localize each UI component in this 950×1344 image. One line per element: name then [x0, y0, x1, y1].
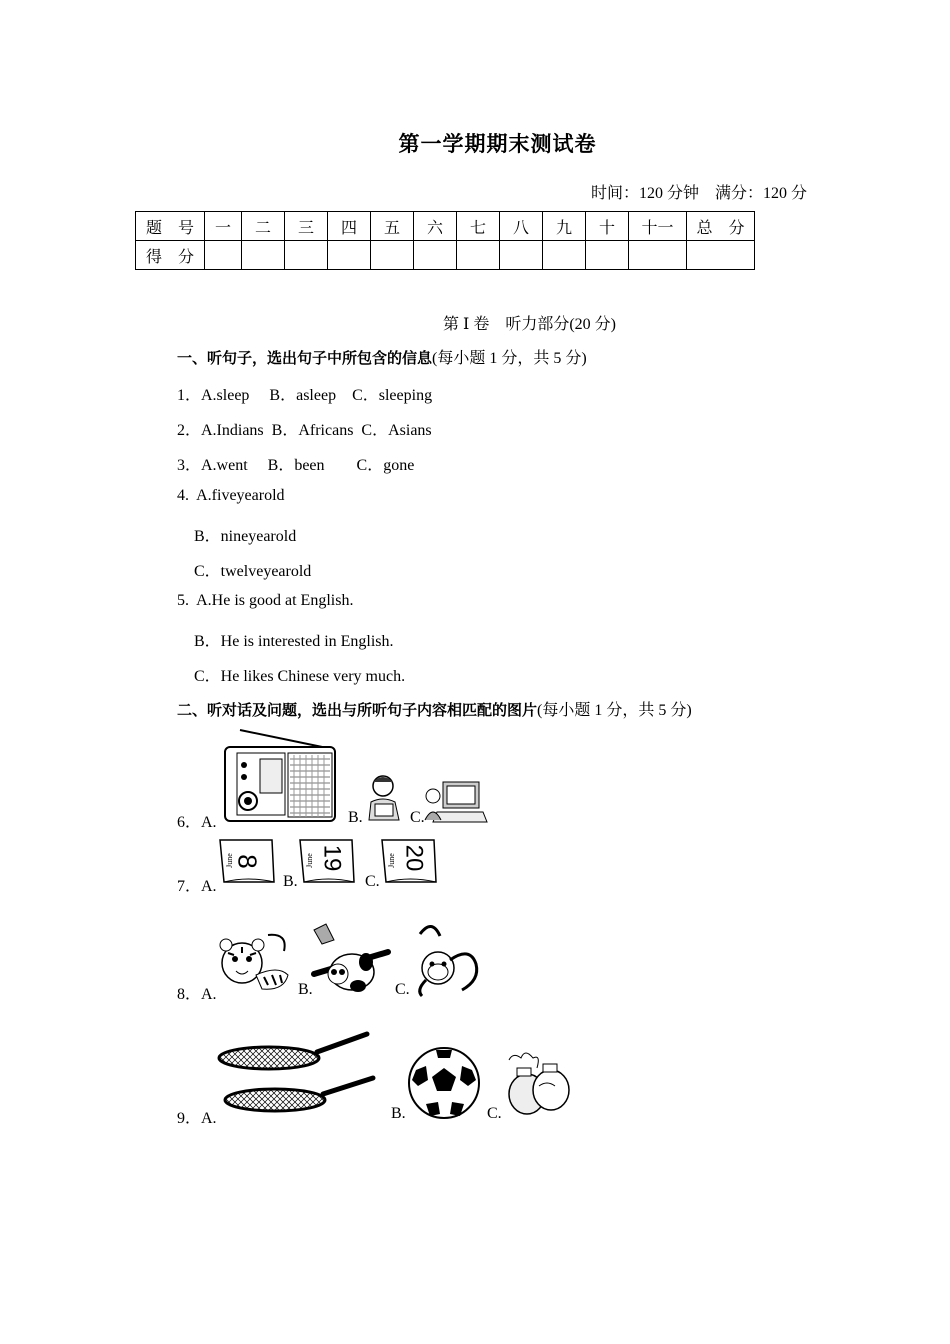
score-cell[interactable] [629, 241, 687, 270]
boxing-gloves-image [503, 1050, 575, 1120]
tiger-image [218, 925, 293, 997]
score-cell[interactable] [687, 241, 755, 270]
section-note: (每小题 1 分，共 5 分) [432, 350, 587, 367]
table-cell: 五 [371, 212, 414, 241]
table-cell: 三 [285, 212, 328, 241]
rackets-image [217, 1030, 375, 1120]
table-cell: 八 [500, 212, 543, 241]
option-label: B. [283, 873, 298, 890]
calendar-image [298, 838, 355, 884]
section-note: (每小题 1 分，共 5 分) [537, 702, 692, 719]
calendar-month: June [224, 853, 234, 868]
question-line: 4. A.fiveyearold [177, 487, 285, 504]
section2-heading [177, 697, 692, 720]
table-cell: 二 [242, 212, 285, 241]
question-line: 2．A.Indians B．Africans C．Asians [177, 422, 432, 439]
calendar-day: 20 [400, 844, 428, 872]
score-cell[interactable] [328, 241, 371, 270]
question-option: B．nineyearold [194, 528, 297, 545]
score-cell[interactable] [457, 241, 500, 270]
table-cell: 七 [457, 212, 500, 241]
score-cell[interactable] [242, 241, 285, 270]
score-cell[interactable] [586, 241, 629, 270]
section1-heading [177, 345, 587, 368]
score-cell[interactable] [371, 241, 414, 270]
calendar-day: 8 [232, 854, 263, 869]
table-cell: 题 号 [136, 212, 205, 241]
score-cell[interactable] [205, 241, 242, 270]
option-label: B. [348, 809, 363, 826]
part-title: 第 Ⅰ 卷 听力部分(20 分) [443, 316, 616, 333]
section-heading-text: 二、听对话及问题，选出与所听句子内容相匹配的图片 [177, 701, 538, 719]
table-cell: 六 [414, 212, 457, 241]
score-table [135, 211, 755, 270]
score-cell[interactable] [500, 241, 543, 270]
option-label: 7．A. [177, 878, 217, 895]
exam-meta: 时间：120 分钟 满分：120 分 [590, 185, 807, 202]
calendar-month: June [386, 853, 396, 868]
score-cell[interactable] [543, 241, 586, 270]
boy-reading-image [365, 772, 405, 824]
score-cell[interactable] [414, 241, 457, 270]
table-cell: 得 分 [136, 241, 205, 270]
option-label: B. [391, 1105, 406, 1122]
option-label: C. [395, 981, 410, 998]
monkey-image [410, 920, 482, 998]
table-row [136, 241, 755, 270]
page-title: 第一学期期末测试卷 [398, 132, 597, 156]
calendar-day: 19 [318, 844, 346, 872]
panda-image [312, 922, 390, 998]
question-option: B．He is interested in English. [194, 633, 394, 650]
question-line: 3．A.went B．been C．gone [177, 457, 415, 474]
option-label: C. [487, 1105, 502, 1122]
table-cell: 总 分 [687, 212, 755, 241]
question-option: C．twelveyearold [194, 563, 312, 580]
option-label: C. [410, 809, 425, 826]
table-cell: 十一 [629, 212, 687, 241]
radio-image [220, 727, 338, 823]
computer-image [423, 780, 489, 824]
calendar-image [380, 838, 437, 884]
table-cell: 一 [205, 212, 242, 241]
football-image [406, 1046, 482, 1120]
table-row [136, 212, 755, 241]
option-label: 6．A. [177, 814, 217, 831]
score-cell[interactable] [285, 241, 328, 270]
table-cell: 四 [328, 212, 371, 241]
calendar-month: June [304, 853, 314, 868]
question-line: 1．A.sleep B．asleep C．sleeping [177, 387, 433, 404]
calendar-image [218, 838, 275, 884]
option-label: 8．A. [177, 986, 217, 1003]
table-cell: 九 [543, 212, 586, 241]
section-heading-text: 一、听句子，选出句子中所包含的信息 [177, 349, 433, 367]
option-label: 9．A. [177, 1110, 217, 1127]
option-label: B. [298, 981, 313, 998]
question-line: 5. A.He is good at English. [177, 592, 354, 609]
option-label: C. [365, 873, 380, 890]
question-option: C．He likes Chinese very much. [194, 668, 406, 685]
table-cell: 十 [586, 212, 629, 241]
